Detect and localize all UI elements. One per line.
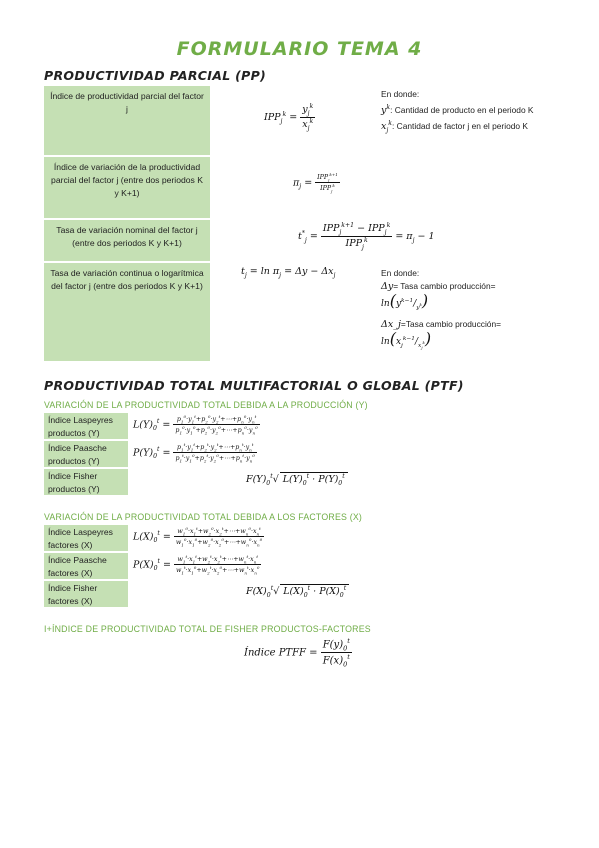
note-1-line-2: : Cantidad de factor j en el periodo K: [392, 121, 528, 132]
note-2: En donde: Δy= Tasa cambio producción= $\ln(y^{k-1}/_{y^k})$ Δx_j=Tasa cambio producción= $\ln(x_j^{k-1}/_{x_j^k})$: [381, 267, 539, 354]
note-1: [381, 88, 539, 137]
formula-fisher-x: $F(X)_0^t√$ $L(X)_0^t \cdot P(X)_0^t$: [246, 584, 349, 599]
note-2-title: En donde:: [381, 268, 420, 278]
formula-pi: $\pi_j$ = $\frac{IPP_j^{k+1}}{IPP_j^k}$: [293, 172, 338, 194]
note-1-title: En donde:: [381, 89, 420, 99]
formula-paasche-x: $P(X)_0^t$ = $\frac{w_1^t\cdot x_1^t+w_2^t\cdot x_2^t+\cdots+w_n^t\cdot x_n^t}{w_1^t\cdot x_1^0+w_2^t\cdot x_2^0+\cdots+w_n^t\cdot x_n^0}$: [133, 554, 260, 576]
ptf-y-row-1: Índice Laspeyres productos (Y): [44, 413, 128, 439]
formula-ptff: Índice PTFF = $\frac{F(y)_0^t}{F(x)_0^t}$: [244, 637, 350, 669]
page-title: FORMULARIO TEMA 4: [176, 38, 423, 60]
section-heading-pp: PRODUCTIVIDAD PARCIAL (PP): [44, 68, 267, 83]
symbol-x: $x_j^k$: [381, 120, 393, 135]
ptf-y-row-3: Índice Fisher productos (Y): [44, 469, 128, 495]
formula-fisher-y: $F(Y)_0^t√$ $L(Y)_0^t \cdot P(Y)_0^t$: [246, 472, 348, 487]
pp-row-4: Tasa de variación continua o logarítmica del factor j (entre dos periodos K y K+1): [44, 263, 210, 361]
formula-ln-x: $\ln(x_j^{k-1}/_{x_j^k})$: [381, 328, 432, 350]
subheading-factors: VARIACIÓN DE LA PRODUCTIVIDAD TOTAL DEBIDA A LOS FACTORES (X): [44, 512, 363, 522]
pp-row-3: Tasa de variación nominal del factor j (entre dos periodos K y K+1): [44, 220, 210, 261]
formula-ipp: $IPP_j^k$ = $\frac{y_j^k}{x_j^k}$: [264, 103, 314, 133]
formula-t-log: $t_j = \ln \pi_j = \Delta y - \Delta x_j$: [241, 266, 336, 279]
formula-t-nominal: $t^*_j$ = $\frac{IPP_j^{k+1} - IPP_j^k}{IPP_j^k}$ = $\pi_j - 1$: [298, 222, 435, 252]
ptf-x-row-3: Índice Fisher factores (X): [44, 581, 128, 607]
formula-laspeyres-y: $L(Y)_0^t$ = $\frac{p_1^0\cdot y_1^t+p_2^0\cdot y_2^t+\cdots+p_n^0\cdot y_n^t}{p_1^0\cdot y_1^0+p_2^0\cdot y_2^0+\cdots+p_n^0\cdot y_n^0}$: [133, 414, 258, 436]
note-1-line-1: : Cantidad de producto en el periodo K: [390, 105, 534, 116]
formula-ln-y: $\ln(y^{k-1}/_{y^k})$: [381, 291, 429, 311]
formula-paasche-y: $P(Y)_0^t$ = $\frac{p_1^t\cdot y_1^t+p_2^t\cdot y_2^t+\cdots+p_n^t\cdot y_n^t}{p_1^t\cdot y_1^0+p_2^t\cdot y_2^0+\cdots+p_n^t\cdot y_n^0}$: [133, 442, 255, 464]
ptf-x-row-2: Índice Paasche factores (X): [44, 553, 128, 579]
note-2-line-1: = Tasa cambio producción=: [393, 281, 496, 291]
section-heading-ptf: PRODUCTIVIDAD TOTAL MULTIFACTORIAL O GLOBAL (PTF): [44, 378, 464, 393]
note-2-line-2: =Tasa cambio producción=: [400, 318, 502, 329]
subheading-fisher-ptf: I+ÍNDICE DE PRODUCTIVIDAD TOTAL DE FISHER PRODUCTOS-FACTORES: [44, 624, 371, 634]
ptf-x-row-1: Índice Laspeyres factores (X): [44, 525, 128, 551]
formula-laspeyres-x: $L(X)_0^t$ = $\frac{w_1^0\cdot x_1^t+w_2^0\cdot x_2^t+\cdots+w_n^0\cdot x_n^t}{w_1^0\cdot x_1^0+w_2^0\cdot x_2^0+\cdots+w_n^0\cdot x_n^0}$: [133, 526, 263, 548]
ptf-y-row-2: Índice Paasche productos (Y): [44, 441, 128, 467]
symbol-y: $y^k$: [381, 104, 391, 117]
ptff-label: Índice PTFF: [244, 647, 306, 659]
pp-row-2: Índice de variación de la productividad parcial del factor j (entre dos periodos K y K+1): [44, 157, 210, 218]
pp-row-1: Índice de productividad parcial del factor j: [44, 86, 210, 155]
subheading-production: VARIACIÓN DE LA PRODUCTIVIDAD TOTAL DEBIDA A LA PRODUCCIÓN (Y): [44, 400, 368, 410]
